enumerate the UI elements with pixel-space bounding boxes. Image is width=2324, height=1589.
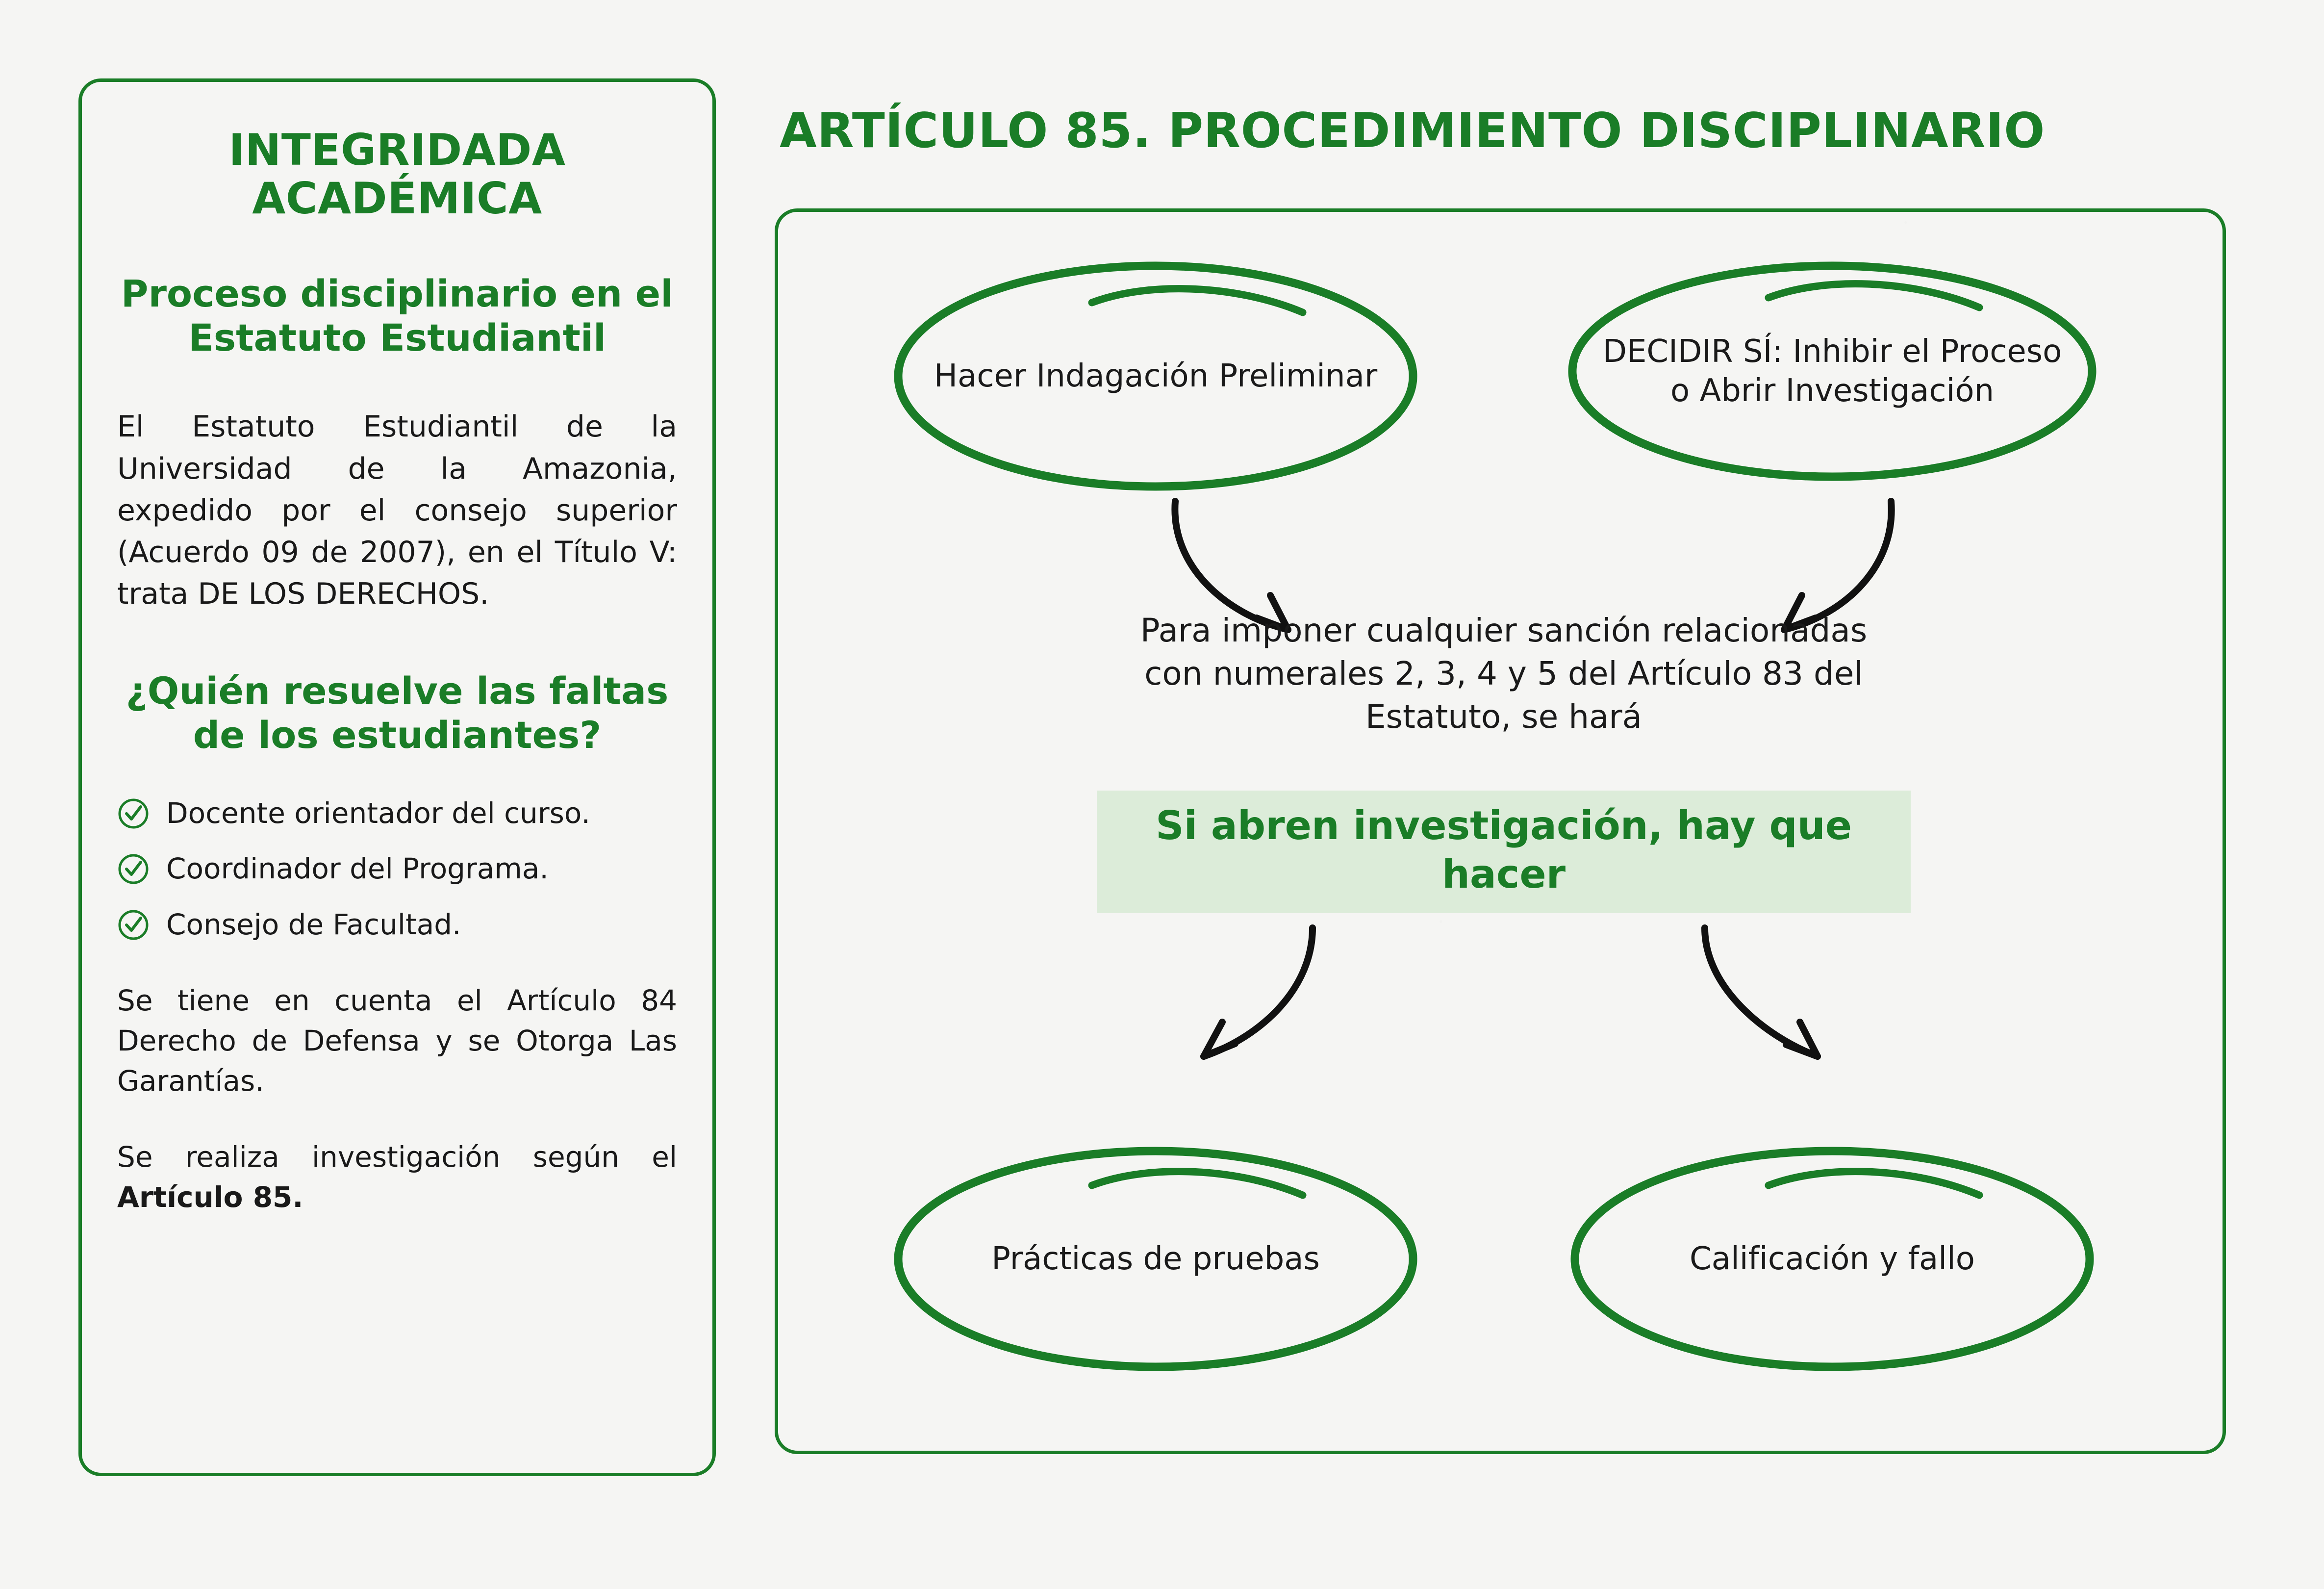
brand-line-1: INTEGRIDADA (228, 125, 566, 175)
arrow-bottom-right-down (1695, 913, 1901, 1090)
node-label: Calificación y fallo (1690, 1241, 1975, 1277)
brand-title (117, 126, 677, 223)
sidebar-panel (78, 78, 716, 1476)
sidebar-note-2-prefix: Se realiza investigación según el (117, 1140, 677, 1174)
page-title: ARTÍCULO 85. PROCEDIMIENTO DISCIPLINARIO (780, 103, 2045, 159)
node-practicas-de-pruebas[interactable] (925, 1200, 1386, 1318)
brand-line-2: ACADÉMICA (252, 173, 542, 224)
sidebar-note-1: Se tiene en cuenta el Artículo 84 Derecho de Defensa y se Otorga Las Garantías. (117, 983, 677, 1098)
node-calificacion-y-fallo[interactable] (1602, 1200, 2063, 1318)
list-item (117, 852, 677, 886)
check-item-label: Coordinador del Programa. (166, 852, 549, 886)
check-item-label: Docente orientador del curso. (166, 796, 590, 830)
flowchart-panel (775, 208, 2226, 1454)
sidebar-question: ¿Quién resuelve las faltas de los estudiantes? (126, 669, 669, 757)
check-circle-icon (117, 853, 150, 885)
middle-statement: Para imponer cualquier sanción relacionadas con numerales 2, 3, 4 y 5 del Artículo 83 del Estatuto, se hará (1140, 612, 1868, 736)
check-item-label: Consejo de Facultad. (166, 907, 461, 941)
sidebar-note-2 (117, 1137, 677, 1218)
list-item (117, 796, 677, 831)
node-label: DECIDIR SÍ: Inhibir el Proceso o Abrir Investigación (1602, 333, 2062, 409)
check-circle-icon (117, 797, 150, 830)
highlight-banner: Si abren investigación, hay que hacer (1097, 791, 1911, 913)
node-label: Hacer Indagación Preliminar (934, 358, 1378, 394)
check-circle-icon (117, 909, 150, 941)
check-list (117, 796, 677, 942)
node-hacer-indagacion-preliminar[interactable] (925, 317, 1386, 435)
list-item (117, 908, 677, 942)
sidebar-note-2-bold: Artículo 85. (117, 1180, 303, 1214)
arrow-bottom-left-down (1121, 913, 1327, 1090)
node-decidir-si[interactable] (1592, 305, 2072, 437)
node-label: Prácticas de pruebas (991, 1241, 1320, 1277)
sidebar-subtitle: Proceso disciplinario en el Estatuto Estudiantil (121, 272, 674, 359)
flowchart (778, 212, 2223, 1451)
sidebar-paragraph: El Estatuto Estudiantil de la Universidad de la Amazonia, expedido por el consejo superior (Acuerdo 09 de 2007), en el Título V: trata DE LOS DERECHOS. (117, 410, 677, 612)
